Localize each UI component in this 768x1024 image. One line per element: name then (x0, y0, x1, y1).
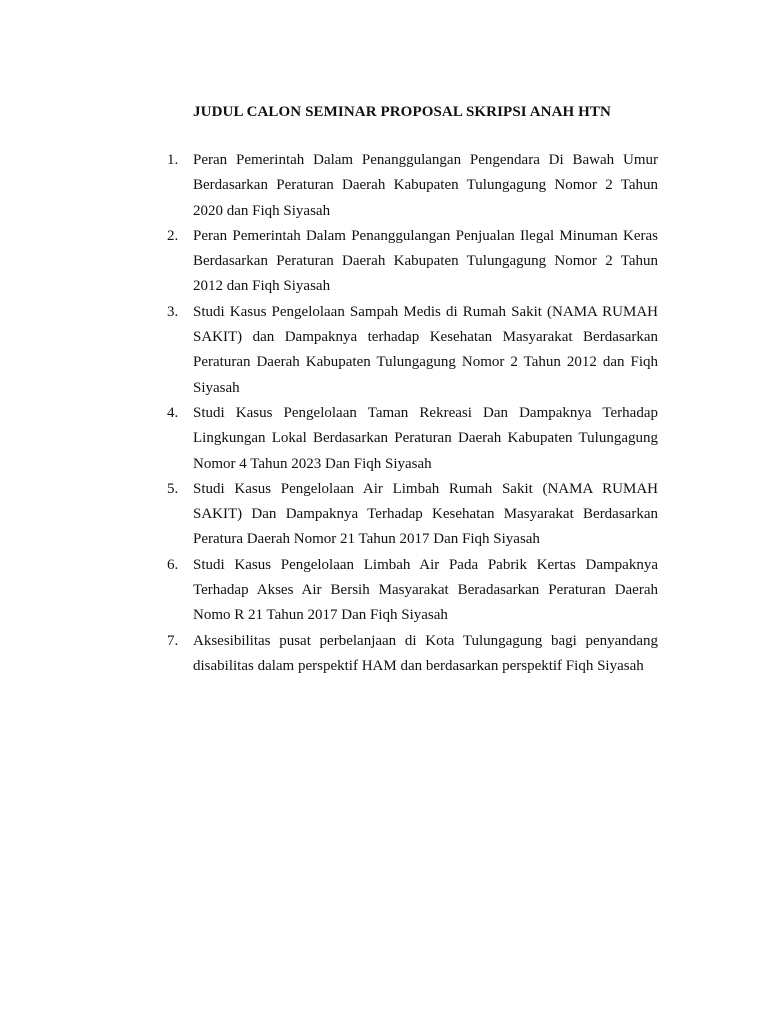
list-item (167, 477, 658, 553)
list-item (167, 401, 658, 477)
list-item-number: 2. (167, 227, 179, 244)
thesis-title-list (167, 148, 658, 679)
document-title: JUDUL CALON SEMINAR PROPOSAL SKRIPSI ANAH HTN (193, 104, 611, 120)
list-item (167, 300, 658, 401)
list-item (167, 148, 658, 224)
list-item (167, 224, 658, 300)
list-item-number: 5. (167, 480, 179, 497)
list-item (167, 553, 658, 629)
list-item-number: 7. (167, 632, 179, 649)
list-item-text: Peran Pemerintah Dalam Penanggulangan Pengendara Di Bawah Umur Berdasarkan Peraturan Daerah Kabupaten Tulungagung Nomor 2 Tahun 2020 dan Fiqh Siyasah (193, 152, 658, 219)
list-item-number: 6. (167, 556, 179, 573)
list-item-number: 4. (167, 404, 179, 421)
list-item-text: Studi Kasus Pengelolaan Taman Rekreasi Dan Dampaknya Terhadap Lingkungan Lokal Berdasarkan Peraturan Daerah Kabupaten Tulungagung Nomor 4 Tahun 2023 Dan Fiqh Siyasah (193, 404, 658, 472)
list-item-text: Studi Kasus Pengelolaan Air Limbah Rumah Sakit (NAMA RUMAH SAKIT) Dan Dampaknya Terhadap Kesehatan Masyarakat Berdasarkan Peratura Daerah Nomor 21 Tahun 2017 Dan Fiqh Siyasah (193, 480, 658, 548)
list-item-text: Aksesibilitas pusat perbelanjaan di Kota Tulungagung bagi penyandang disabilitas dalam perspektif HAM dan berdasarkan perspektif Fiqh Siyasah (193, 632, 658, 674)
list-item-text: Studi Kasus Pengelolaan Sampah Medis di Rumah Sakit (NAMA RUMAH SAKIT) dan Dampaknya terhadap Kesehatan Masyarakat Berdasarkan Peraturan Daerah Kabupaten Tulungagung Nomor 2 Tahun 2012 dan Fiqh Siyasah (193, 303, 658, 396)
list-item-number: 3. (167, 303, 179, 320)
list-item-text: Studi Kasus Pengelolaan Limbah Air Pada Pabrik Kertas Dampaknya Terhadap Akses Air Bersih Masyarakat Beradasarkan Peraturan Daerah Nomo R 21 Tahun 2017 Dan Fiqh Siyasah (193, 556, 658, 624)
list-item-number: 1. (167, 152, 179, 168)
list-item-text: Peran Pemerintah Dalam Penanggulangan Penjualan Ilegal Minuman Keras Berdasarkan Peraturan Daerah Kabupaten Tulungagung Nomor 2 Tahun 2012 dan Fiqh Siyasah (193, 227, 658, 295)
list-item (167, 629, 658, 680)
